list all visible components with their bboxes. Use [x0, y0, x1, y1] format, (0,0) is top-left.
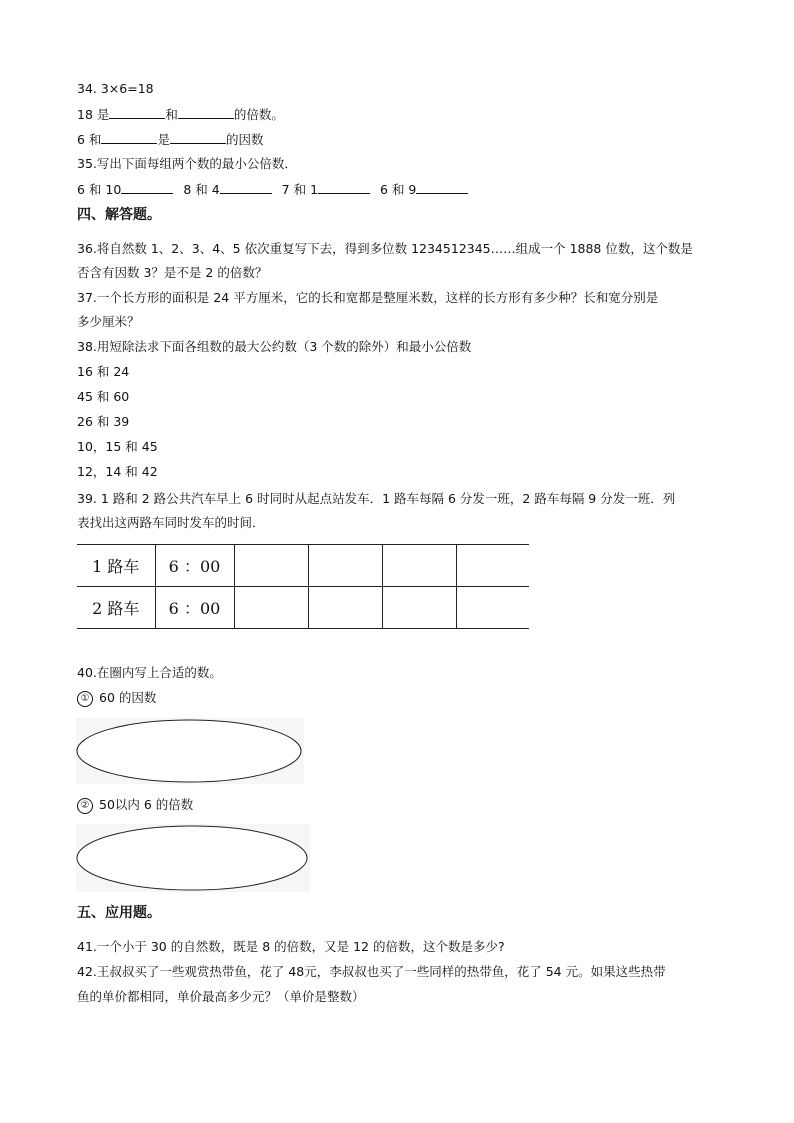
- q34-line3-text-b: 是: [157, 132, 170, 147]
- q38-item: 16 和 24: [77, 364, 130, 379]
- answer-blank[interactable]: [121, 180, 173, 194]
- q42-line2: 鱼的单价都相同，单价最高多少元？（单价是整数）: [77, 989, 365, 1004]
- q34-line1: 34. 3×6=18: [77, 81, 154, 96]
- q40-item2-label: 50以内 6 的倍数: [99, 797, 194, 812]
- q40-item1: [77, 689, 156, 707]
- q40-item2: [77, 796, 193, 814]
- q38-item: 12，14 和 42: [77, 464, 158, 479]
- q42-line1: 42.王叔叔买了一些观赏热带鱼，花了 48元，李叔叔也买了一些同样的热带鱼，花了 54 元。如果这些热带: [77, 964, 666, 979]
- table-cell-empty[interactable]: [308, 545, 382, 587]
- table-cell: 1 路车: [77, 545, 155, 587]
- q34-line2-text-a: 18 是: [77, 107, 110, 122]
- table-cell: 6 ：00: [155, 587, 234, 629]
- table-row: [77, 587, 529, 629]
- q35-prompt: 35.写出下面每组两个数的最小公倍数．: [77, 156, 297, 171]
- q37-line1: 37.一个长方形的面积是 24 平方厘米，它的长和宽都是整厘米数，这样的长方形有多少种？长和宽分别是: [77, 290, 659, 305]
- q36-line1: 36.将自然数 1、2、3、4、5 依次重复写下去，得到多位数 1234512345……组成一个 1888 位数，这个数是: [77, 241, 693, 256]
- answer-blank[interactable]: [178, 105, 234, 119]
- q40-item1-label: 60 的因数: [99, 690, 157, 705]
- q38-item: 10，15 和 45: [77, 439, 158, 454]
- table-cell-empty[interactable]: [234, 587, 308, 629]
- q35-item: 8 和 4: [183, 182, 220, 197]
- answer-blank[interactable]: [170, 130, 226, 144]
- q34-line2: [77, 105, 284, 124]
- answer-oval-1[interactable]: [76, 718, 304, 784]
- table-cell-empty[interactable]: [234, 545, 308, 587]
- q34-line3-text-a: 6 和: [77, 132, 102, 147]
- table-cell-empty[interactable]: [456, 587, 529, 629]
- table-cell-empty[interactable]: [382, 545, 456, 587]
- table-cell: 2 路车: [77, 587, 155, 629]
- q35-items: [77, 180, 468, 199]
- q38-prompt: 38.用短除法求下面各组数的最大公约数（3 个数的除外）和最小公倍数: [77, 339, 472, 354]
- table-cell: 6 ：00: [155, 545, 234, 587]
- q34-line2-text-b: 和: [165, 107, 178, 122]
- q41-line1: 41.一个小于 30 的自然数，既是 8 的倍数，又是 12 的倍数，这个数是多少?: [77, 939, 505, 954]
- section-title-4: 四、解答题。: [77, 207, 161, 223]
- q39-line2: 表找出这两路车同时发车的时间．: [77, 515, 265, 530]
- q36-line2: 否含有因数 3？是不是 2 的倍数？: [77, 265, 268, 280]
- bus-schedule-table: [77, 544, 529, 629]
- q34-line3: [77, 130, 263, 149]
- answer-blank[interactable]: [416, 180, 468, 194]
- answer-blank[interactable]: [101, 130, 157, 144]
- answer-blank[interactable]: [318, 180, 370, 194]
- section-title-5: 五、应用题。: [77, 905, 161, 921]
- table-cell-empty[interactable]: [308, 587, 382, 629]
- q34-line3-text-c: 的因数: [225, 132, 264, 147]
- answer-oval-2[interactable]: [76, 824, 310, 892]
- answer-blank[interactable]: [109, 105, 165, 119]
- table-cell-empty[interactable]: [456, 545, 529, 587]
- q34-line2-text-c: 的倍数。: [233, 107, 284, 122]
- q39-line1: 39. 1 路和 2 路公共汽车早上 6 时同时从起点站发车．1 路车每隔 6 分发一班，2 路车每隔 9 分发一班．列: [77, 491, 676, 506]
- q38-item: 26 和 39: [77, 414, 130, 429]
- table-cell-empty[interactable]: [382, 587, 456, 629]
- q37-line2: 多少厘米？: [77, 314, 140, 329]
- q40-prompt: 40.在圈内写上合适的数。: [77, 665, 222, 680]
- table-row: [77, 545, 529, 587]
- q38-item: 45 和 60: [77, 389, 130, 404]
- q35-item: 7 和 1: [281, 182, 319, 197]
- q35-item: 6 和 10: [77, 182, 122, 197]
- q35-item: 6 和 9: [380, 182, 417, 197]
- answer-blank[interactable]: [220, 180, 272, 194]
- circled-number-1: ①: [77, 691, 93, 707]
- circled-number-2: ②: [77, 798, 93, 814]
